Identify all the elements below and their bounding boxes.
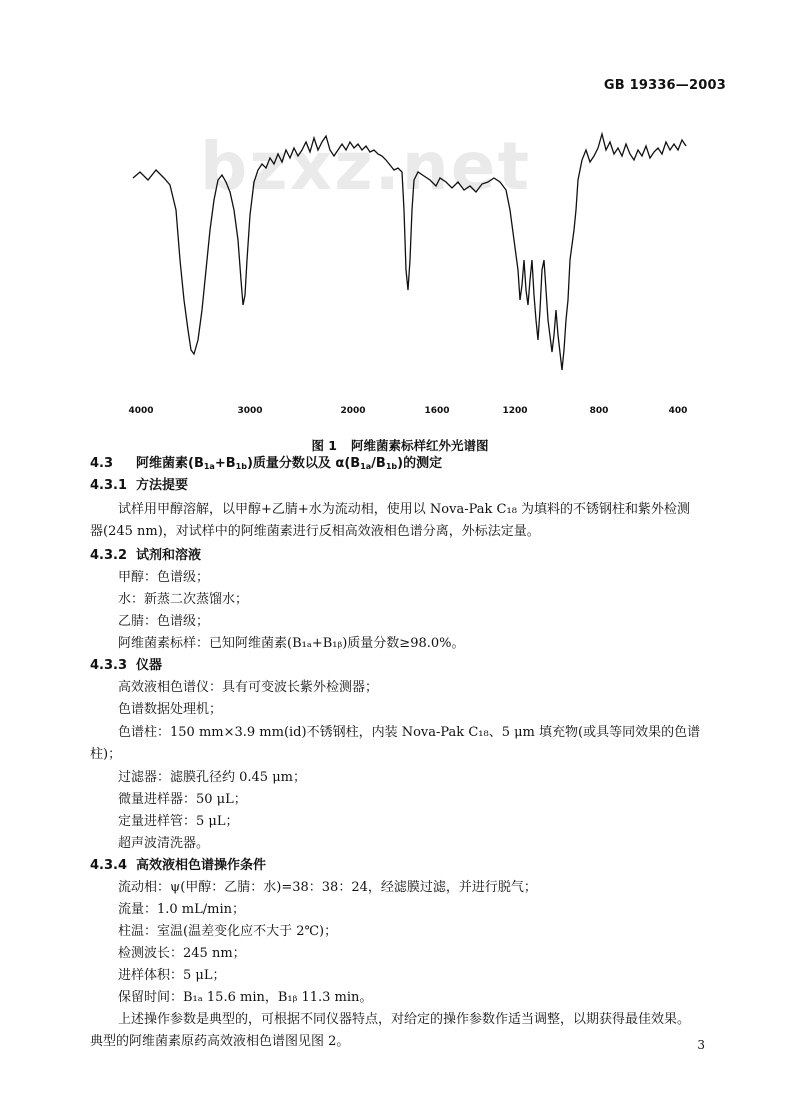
x-tick: 2000	[340, 406, 366, 416]
list-item: 定量进样管：5 μL；	[118, 814, 239, 829]
list-item: 阿维菌素标样：已知阿维菌素(B₁ₐ+B₁ᵦ)质量分数≥98.0%。	[118, 636, 465, 651]
watermark-text: bzxz.net	[200, 128, 532, 205]
page-number: 3	[697, 1038, 705, 1052]
x-tick: 1200	[502, 406, 528, 416]
section-heading-4-3-1: 4.3.1 方法提要	[90, 478, 189, 493]
list-item: 高效液相色谱仪：具有可变波长紫外检测器；	[118, 680, 379, 695]
figure-title: 阿维菌素标样红外光谱图	[351, 438, 489, 453]
x-tick: 4000	[128, 406, 154, 416]
x-tick: 3000	[237, 406, 263, 416]
list-item: 柱)；	[90, 747, 122, 762]
list-item: 乙腈：色谱级；	[118, 614, 210, 629]
figure-number: 图 1	[311, 438, 338, 453]
figure-caption	[0, 436, 800, 454]
x-tick: 400	[668, 406, 688, 416]
section-heading-4-3-2: 4.3.2 试剂和溶液	[90, 548, 202, 563]
ir-spectrum-curve	[133, 134, 686, 370]
section-heading-4-3-3: 4.3.3 仪器	[90, 658, 163, 673]
section-heading-4-3: 4.3 阿维菌素$(B_{1a}+B_{1b})$质量分数以及 $\alpha(B_{1a}/B_{1b})$的测定	[90, 456, 443, 471]
paragraph-line: 上述操作参数是典型的，可根据不同仪器特点，对给定的操作参数作适当调整，以期获得最佳效果。	[118, 1012, 691, 1027]
paragraph-line: 典型的阿维菌素原药高效液相色谱图见图 2。	[90, 1034, 350, 1049]
list-item: 过滤器：滤膜孔径约 0.45 μm；	[118, 770, 306, 785]
list-item: 流量：1.0 mL/min；	[118, 902, 246, 917]
list-item: 保留时间：B₁ₐ 15.6 min，B₁ᵦ 11.3 min。	[118, 990, 373, 1005]
x-tick: 800	[589, 406, 609, 416]
list-item: 微量进样器：50 μL；	[118, 792, 247, 807]
list-item: 水：新蒸二次蒸馏水；	[118, 592, 249, 607]
list-item: 色谱柱：150 mm×3.9 mm(id)不锈钢柱，内装 Nova-Pak C₁₈、5 μm 填充物(或具等同效果的色谱	[118, 725, 701, 740]
x-axis-ticks	[0, 406, 800, 422]
ir-spectrum-figure	[128, 120, 693, 385]
list-item: 超声波清洗器。	[118, 836, 210, 851]
list-item: 甲醇：色谱级；	[118, 570, 210, 585]
list-item: 流动相：ψ(甲醇：乙腈：水)=38：38：24，经滤膜过滤，并进行脱气；	[118, 880, 537, 895]
paragraph-line: 器(245 nm)，对试样中的阿维菌素进行反相高效液相色谱分离，外标法定量。	[90, 524, 540, 539]
list-item: 进样体积：5 μL；	[118, 968, 226, 983]
paragraph-line: 试样用甲醇溶解，以甲醇+乙腈+水为流动相，使用以 Nova-Pak C₁₈ 为填料的不锈钢柱和紫外检测	[118, 502, 691, 517]
section-heading-4-3-4: 4.3.4 高效液相色谱操作条件	[90, 858, 267, 873]
x-tick: 1600	[424, 406, 450, 416]
list-item: 检测波长：245 nm；	[118, 946, 246, 961]
list-item: 色谱数据处理机；	[118, 702, 223, 717]
standard-number: GB 19336—2003	[603, 78, 726, 93]
list-item: 柱温：室温(温差变化应不大于 2℃)；	[118, 924, 338, 939]
